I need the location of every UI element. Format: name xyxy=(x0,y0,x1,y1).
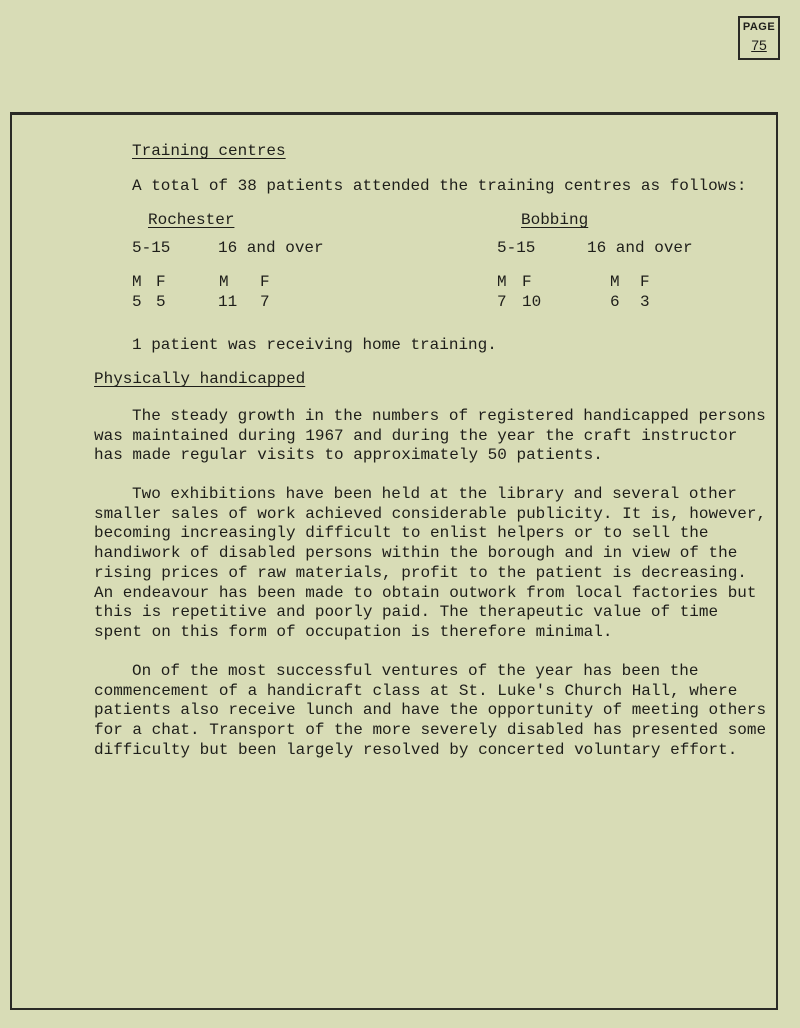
paragraph-2 xyxy=(94,485,774,643)
physically-heading: Physically handicapped xyxy=(94,370,306,388)
bobbing-old-m-label: M xyxy=(610,273,620,291)
page-label: PAGE xyxy=(742,21,776,33)
bobbing-young-f-label: F xyxy=(522,273,532,291)
rochester-old-f-label: F xyxy=(260,273,270,291)
home-training-note: 1 patient was receiving home training. xyxy=(132,336,497,354)
rochester-old-m-label: M xyxy=(219,273,229,291)
rochester-title: Rochester xyxy=(148,211,235,229)
rochester-age-old: 16 and over xyxy=(218,239,324,257)
bobbing-young-m-label: M xyxy=(497,273,507,291)
page-number-box xyxy=(738,16,780,60)
bobbing-age-young: 5-15 xyxy=(497,239,536,257)
page-number: 75 xyxy=(751,37,767,53)
bobbing-young-f: 10 xyxy=(522,293,542,311)
rochester-age-young: 5-15 xyxy=(132,239,171,257)
training-intro: A total of 38 patients attended the training centres as follows: xyxy=(132,177,747,195)
bobbing-title: Bobbing xyxy=(521,211,589,229)
bobbing-old-f-label: F xyxy=(640,273,650,291)
paragraph-3-text: On of the most successful ventures of the year has been the commencement of a handicraft class at St. Luke's Church Hall, where patients also receive lunch and have the opportunity of meeting others for a chat. Transport of the more severely disabled has presented some difficulty but been largely resolved by concerted voluntary effort. xyxy=(94,662,767,759)
training-heading: Training centres xyxy=(132,142,286,160)
rochester-young-f-label: F xyxy=(156,273,166,291)
rochester-young-m: 5 xyxy=(132,293,142,311)
bobbing-old-f: 3 xyxy=(640,293,650,311)
bobbing-old-m: 6 xyxy=(610,293,620,311)
rochester-young-m-label: M xyxy=(132,273,142,291)
paragraph-3 xyxy=(94,662,774,761)
paragraph-1 xyxy=(94,407,774,466)
paragraph-1-text: The steady growth in the numbers of registered handicapped persons was maintained during 1967 and during the year the craft instructor has made regular visits to approximately 50 patients. xyxy=(94,407,766,465)
rochester-young-f: 5 xyxy=(156,293,166,311)
bobbing-young-m: 7 xyxy=(497,293,507,311)
bobbing-age-old: 16 and over xyxy=(587,239,693,257)
paragraph-2-text: Two exhibitions have been held at the library and several other smaller sales of work achieved considerable publicity. It is, however, becoming increasingly difficult to enlist helpers or to sell the handiwork of disabled persons within the borough and in view of the rising prices of raw materials, profit to the patient is decreasing. An endeavour has been made to obtain outwork from local factories but this is repetitive and poorly paid. The therapeutic value of time spent on this form of occupation is therefore minimal. xyxy=(94,485,767,641)
rochester-old-f: 7 xyxy=(260,293,270,311)
rochester-old-m: 11 xyxy=(218,293,238,311)
